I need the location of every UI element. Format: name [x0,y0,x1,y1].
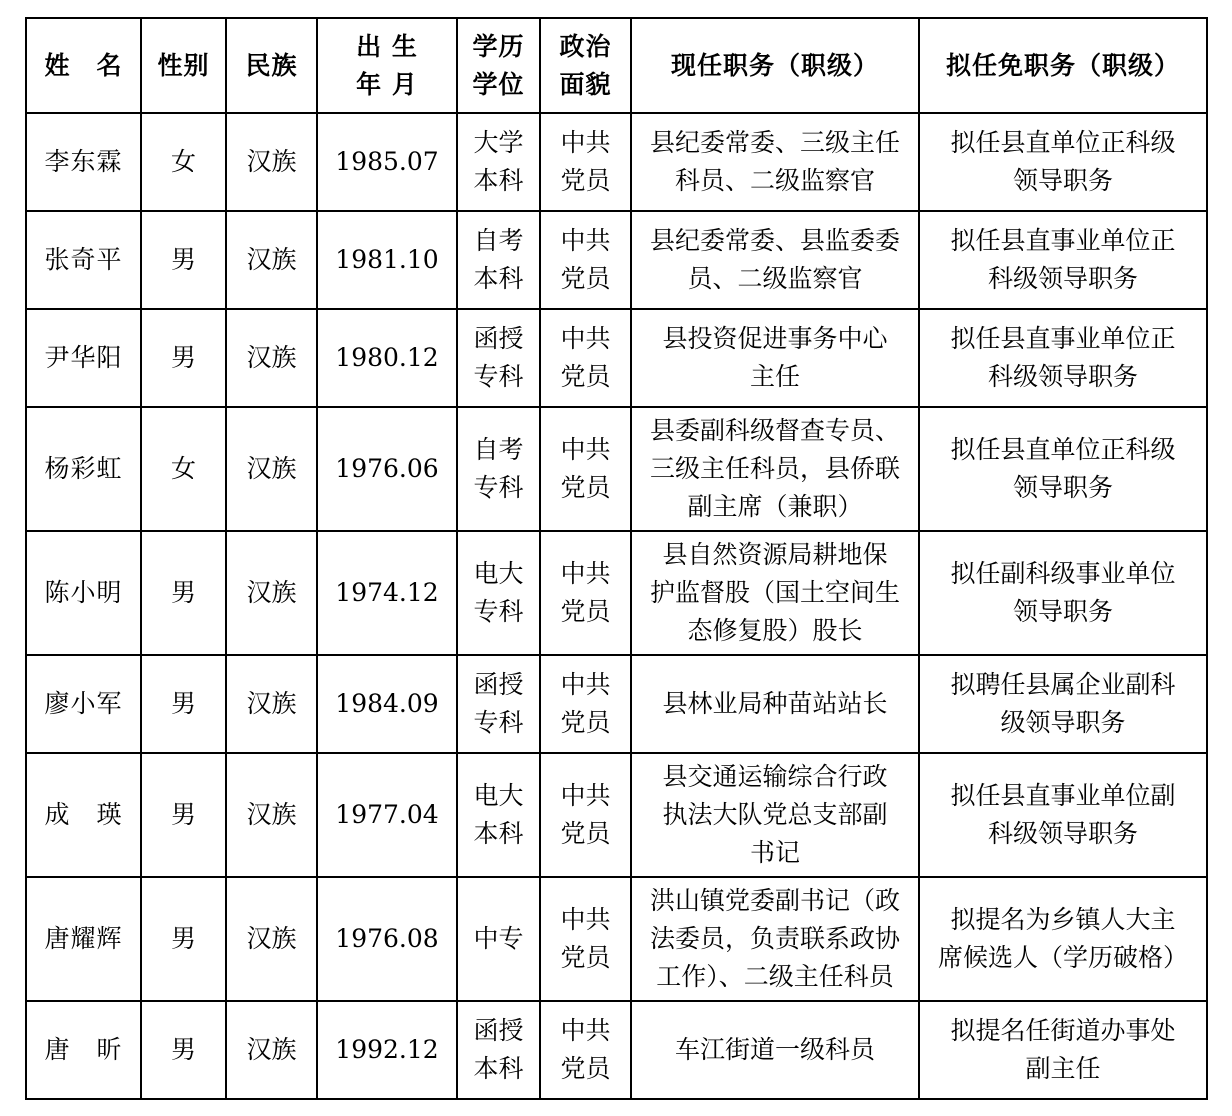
current-position-line: 县委副科级督查专员、 [649,416,900,445]
proposed-position-line: 拟任副科级事业单位 [950,559,1176,588]
name-cell: 李东霖 [26,113,141,211]
header-education-line2: 学位 [472,69,525,99]
proposed-position-cell [919,113,1207,211]
education-line: 专科 [473,597,524,626]
party-line: 党员 [560,708,611,737]
current-position-line: 科员、二级监察官 [674,166,875,195]
current-position-line: 县纪委常委、县监委委 [649,226,900,255]
current-position-line: 工作）、二级主任科员 [656,962,894,991]
current-position-line: 态修复股）股长 [687,616,863,645]
gender-cell: 女 [141,113,226,211]
name-cell: 廖小军 [26,655,141,753]
party-line: 中共 [560,559,611,588]
ethnicity-cell: 汉族 [226,655,317,753]
education-cell [457,753,540,877]
education-cell [457,655,540,753]
party-line: 中共 [560,670,611,699]
education-line: 本科 [473,264,524,293]
education-cell [457,211,540,309]
current-position-line: 县自然资源局耕地保 [662,540,888,569]
education-line: 自考 [473,226,524,255]
education-line: 专科 [473,473,524,502]
header-party-line2: 面貌 [559,69,612,99]
birth-date-cell: 1974.12 [317,531,457,655]
proposed-position-line: 领导职务 [1012,166,1113,195]
birth-date-cell: 1980.12 [317,309,457,407]
education-line: 函授 [473,670,524,699]
proposed-position-line: 拟任县直单位正科级 [950,128,1176,157]
proposed-position-line: 副主任 [1025,1054,1101,1083]
party-cell [540,655,631,753]
proposed-position-cell [919,407,1207,531]
proposed-position-line: 科级领导职务 [987,264,1138,293]
birth-date-cell: 1976.06 [317,407,457,531]
education-cell [457,531,540,655]
party-cell [540,309,631,407]
current-position-line: 县投资促进事务中心 [662,324,888,353]
name-cell: 唐 昕 [26,1001,141,1099]
header-name: 姓 名 [26,18,141,113]
proposed-position-line: 级领导职务 [1000,708,1126,737]
ethnicity-cell: 汉族 [226,1001,317,1099]
name-cell: 杨彩虹 [26,407,141,531]
current-position-line: 洪山镇党委副书记（政 [649,886,900,915]
current-position-cell [631,531,919,655]
education-cell [457,407,540,531]
name-cell: 陈小明 [26,531,141,655]
header-row [26,18,1207,113]
party-cell [540,1001,631,1099]
table-row [26,877,1207,1001]
ethnicity-cell: 汉族 [226,877,317,1001]
ethnicity-cell: 汉族 [226,211,317,309]
proposed-position-line: 科级领导职务 [987,819,1138,848]
education-cell [457,309,540,407]
current-position-line: 车江街道一级科员 [674,1035,875,1064]
education-line: 自考 [473,435,524,464]
current-position-cell [631,309,919,407]
current-position-line: 县交通运输综合行政 [662,762,888,791]
name-cell: 成 瑛 [26,753,141,877]
gender-cell: 男 [141,877,226,1001]
party-line: 中共 [560,324,611,353]
current-position-line: 执法大队党总支部副 [662,800,888,829]
proposed-position-cell [919,531,1207,655]
header-education-line1: 学历 [472,31,525,61]
proposed-position-line: 拟任县直事业单位正 [950,324,1176,353]
name-cell: 唐耀辉 [26,877,141,1001]
party-cell [540,531,631,655]
education-line: 本科 [473,1054,524,1083]
header-birth-line2: 年 月 [356,69,418,99]
birth-date-cell: 1984.09 [317,655,457,753]
gender-cell: 男 [141,309,226,407]
education-line: 大学 [473,128,524,157]
education-line: 函授 [473,1016,524,1045]
education-line: 函授 [473,324,524,353]
personnel-table [25,17,1208,1100]
gender-cell: 男 [141,531,226,655]
header-birth [317,18,457,113]
table-row [26,1001,1207,1099]
proposed-position-line: 领导职务 [1012,597,1113,626]
education-line: 中专 [473,924,524,953]
proposed-position-cell [919,211,1207,309]
birth-date-cell: 1985.07 [317,113,457,211]
party-cell [540,211,631,309]
party-line: 中共 [560,128,611,157]
header-education [457,18,540,113]
current-position-cell [631,407,919,531]
current-position-cell [631,753,919,877]
party-cell [540,753,631,877]
header-gender: 性别 [141,18,226,113]
education-line: 本科 [473,819,524,848]
table-row [26,753,1207,877]
header-ethnicity: 民族 [226,18,317,113]
party-line: 党员 [560,166,611,195]
party-line: 中共 [560,905,611,934]
party-line: 党员 [560,1054,611,1083]
proposed-position-line: 拟任县直事业单位正 [950,226,1176,255]
party-line: 党员 [560,597,611,626]
proposed-position-line: 席候选人（学历破格） [937,943,1188,972]
ethnicity-cell: 汉族 [226,113,317,211]
education-line: 专科 [473,708,524,737]
table-row [26,309,1207,407]
gender-cell: 男 [141,1001,226,1099]
header-proposed-position: 拟任免职务（职级） [919,18,1207,113]
proposed-position-cell [919,655,1207,753]
education-line: 电大 [473,781,524,810]
party-line: 党员 [560,473,611,502]
proposed-position-cell [919,1001,1207,1099]
table-row [26,655,1207,753]
proposed-position-line: 拟提名为乡镇人大主 [950,905,1176,934]
ethnicity-cell: 汉族 [226,309,317,407]
education-line: 电大 [473,559,524,588]
party-line: 中共 [560,226,611,255]
name-cell: 尹华阳 [26,309,141,407]
education-cell [457,113,540,211]
proposed-position-line: 拟聘任县属企业副科 [950,670,1176,699]
party-line: 党员 [560,362,611,391]
ethnicity-cell: 汉族 [226,753,317,877]
party-cell [540,877,631,1001]
party-line: 党员 [560,264,611,293]
proposed-position-cell [919,753,1207,877]
proposed-position-line: 领导职务 [1012,473,1113,502]
ethnicity-cell: 汉族 [226,531,317,655]
proposed-position-line: 拟提名任街道办事处 [950,1016,1176,1045]
current-position-line: 县林业局种苗站站长 [662,689,888,718]
current-position-line: 护监督股（国土空间生 [649,578,900,607]
current-position-line: 员、二级监察官 [687,264,863,293]
current-position-line: 主任 [749,362,800,391]
gender-cell: 女 [141,407,226,531]
current-position-line: 副主席（兼职） [687,492,863,521]
name-cell: 张奇平 [26,211,141,309]
gender-cell: 男 [141,655,226,753]
current-position-cell [631,211,919,309]
proposed-position-cell [919,309,1207,407]
gender-cell: 男 [141,753,226,877]
birth-date-cell: 1981.10 [317,211,457,309]
current-position-line: 法委员，负责联系政协 [649,924,900,953]
proposed-position-line: 科级领导职务 [987,362,1138,391]
header-current-position: 现任职务（职级） [631,18,919,113]
header-party [540,18,631,113]
proposed-position-line: 拟任县直事业单位副 [950,781,1176,810]
current-position-cell [631,655,919,753]
table-row [26,531,1207,655]
current-position-line: 县纪委常委、三级主任 [649,128,900,157]
party-cell [540,113,631,211]
party-cell [540,407,631,531]
ethnicity-cell: 汉族 [226,407,317,531]
header-party-line1: 政治 [559,31,612,61]
current-position-line: 三级主任科员，县侨联 [649,454,900,483]
party-line: 党员 [560,943,611,972]
education-cell [457,877,540,1001]
proposed-position-cell [919,877,1207,1001]
table-row [26,407,1207,531]
party-line: 党员 [560,819,611,848]
education-line: 本科 [473,166,524,195]
table-row [26,211,1207,309]
header-birth-line1: 出 生 [356,31,418,61]
current-position-cell [631,1001,919,1099]
party-line: 中共 [560,781,611,810]
current-position-cell [631,113,919,211]
education-line: 专科 [473,362,524,391]
gender-cell: 男 [141,211,226,309]
birth-date-cell: 1992.12 [317,1001,457,1099]
current-position-line: 书记 [749,838,800,867]
birth-date-cell: 1977.04 [317,753,457,877]
party-line: 中共 [560,1016,611,1045]
current-position-cell [631,877,919,1001]
party-line: 中共 [560,435,611,464]
table-row [26,113,1207,211]
birth-date-cell: 1976.08 [317,877,457,1001]
proposed-position-line: 拟任县直单位正科级 [950,435,1176,464]
education-cell [457,1001,540,1099]
